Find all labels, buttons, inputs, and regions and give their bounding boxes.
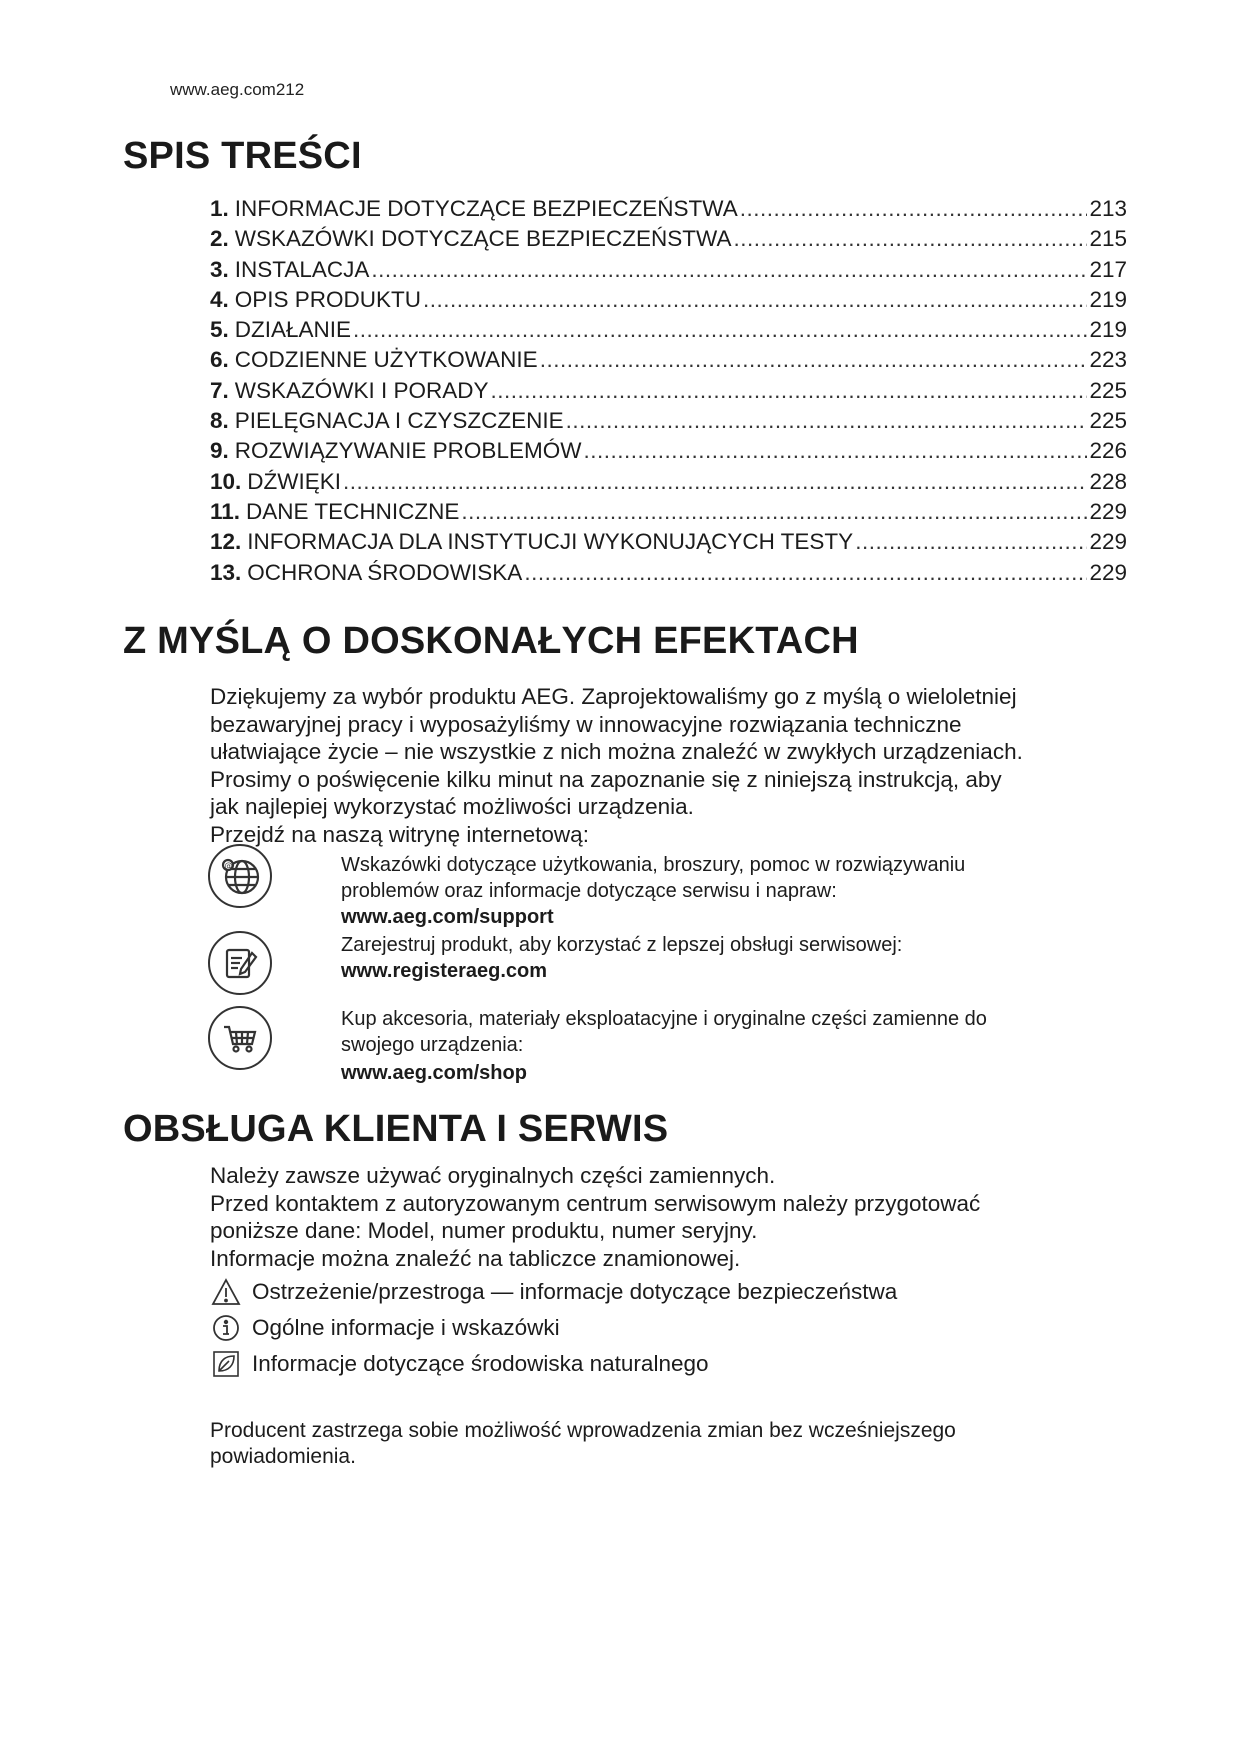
legend-item (210, 1346, 1110, 1382)
toc-entry-page: 217 (1089, 256, 1127, 282)
header-url: www.aeg.com212 (170, 80, 305, 99)
web-line: swojego urządzenia: (341, 1034, 524, 1056)
toc-entry[interactable] (210, 438, 1127, 468)
toc-entry-number: 6. (210, 347, 229, 373)
register-link[interactable]: www.registeraeg.com (341, 960, 547, 982)
toc-entry-title: INFORMACJE DOTYCZĄCE BEZPIECZEŃSTWA (234, 196, 738, 221)
toc-entry-page: 219 (1089, 317, 1127, 343)
toc-leader-dots (524, 560, 1087, 586)
intro-line: jak najlepiej wykorzystać możliwości urządzenia. (210, 794, 694, 819)
toc-entry[interactable] (210, 317, 1127, 347)
toc-entry[interactable] (210, 560, 1127, 590)
register-icon (208, 931, 272, 995)
toc-entry-page: 223 (1089, 347, 1127, 373)
web-line: Wskazówki dotyczące użytkowania, broszury, pomoc w rozwiązywaniu (341, 854, 966, 876)
toc-entry-number: 5. (210, 317, 229, 343)
web-support-text (341, 852, 1101, 930)
toc-entry[interactable] (210, 378, 1127, 408)
toc-entry-number: 9. (210, 438, 229, 464)
toc-leader-dots (423, 287, 1087, 313)
toc-entry-number: 4. (210, 286, 229, 312)
toc-entry-page: 225 (1089, 408, 1127, 434)
toc-entry-title: INFORMACJA DLA INSTYTUCJI WYKONUJĄCYCH TESTY (247, 529, 854, 555)
table-of-contents (210, 196, 1127, 590)
toc-leader-dots (540, 347, 1088, 373)
toc-leader-dots (491, 378, 1088, 404)
toc-leader-dots (733, 226, 1087, 252)
legend-text: Informacje dotyczące środowiska naturalnego (252, 1351, 709, 1376)
toc-entry-title: OPIS PRODUKTU (234, 286, 422, 312)
toc-entry-title: WSKAZÓWKI I PORADY (234, 377, 489, 403)
toc-entry-page: 225 (1089, 377, 1127, 403)
toc-entry-title: DANE TECHNICZNE (246, 498, 460, 524)
toc-entry[interactable] (210, 226, 1127, 256)
toc-entry-number: 7. (210, 377, 229, 403)
toc-entry[interactable] (210, 408, 1127, 438)
warning-icon (210, 1277, 242, 1307)
toc-leader-dots (583, 438, 1087, 464)
toc-entry-page: 215 (1089, 226, 1127, 252)
service-line: poniższe dane: Model, numer produktu, numer seryjny. (210, 1218, 758, 1243)
toc-entry[interactable] (210, 529, 1127, 559)
toc-entry-number: 11. (210, 498, 241, 524)
toc-leader-dots (740, 196, 1088, 222)
support-link[interactable]: www.aeg.com/support (341, 906, 554, 928)
toc-leader-dots (371, 257, 1087, 283)
toc-entry-number: 3. (210, 256, 229, 282)
toc-entry[interactable] (210, 257, 1127, 287)
toc-entry[interactable] (210, 469, 1127, 499)
toc-entry-title: DZIAŁANIE (234, 317, 352, 343)
toc-leader-dots (855, 529, 1087, 555)
svg-text:@: @ (224, 861, 233, 870)
toc-entry-title: PIELĘGNACJA I CZYSZCZENIE (234, 408, 564, 434)
toc-entry[interactable] (210, 347, 1127, 377)
service-line: Informacje można znaleźć na tabliczce znamionowej. (210, 1245, 741, 1271)
shop-link[interactable]: www.aeg.com/shop (341, 1062, 527, 1084)
toc-entry-page: 229 (1089, 498, 1127, 524)
toc-entry-title: ROZWIĄZYWANIE PROBLEMÓW (234, 438, 582, 464)
toc-leader-dots (461, 499, 1087, 525)
globe-icon (208, 844, 272, 908)
web-shop-text (341, 1006, 1101, 1086)
toc-entry[interactable] (210, 287, 1127, 317)
service-title: OBSŁUGA KLIENTA I SERWIS (123, 1108, 669, 1150)
toc-entry-title: DŹWIĘKI (247, 468, 342, 494)
service-text (210, 1162, 1150, 1272)
disclaimer-line: Producent zastrzega sobie możliwość wprowadzenia zmian bez wcześniejszego (210, 1419, 956, 1442)
web-line: Kup akcesoria, materiały eksploatacyjne i oryginalne części zamienne do (341, 1008, 987, 1030)
toc-entry[interactable] (210, 499, 1127, 529)
toc-entry-title: OCHRONA ŚRODOWISKA (247, 559, 523, 585)
service-line: Przed kontaktem z autoryzowanym centrum serwisowym należy przygotować (210, 1190, 981, 1216)
intro-text (210, 683, 1150, 848)
toc-entry-page: 229 (1089, 529, 1127, 555)
legend-item (210, 1310, 1110, 1346)
web-line: Zarejestruj produkt, aby korzystać z lepszej obsługi serwisowej: (341, 934, 903, 956)
toc-leader-dots (353, 317, 1087, 343)
info-icon (210, 1313, 242, 1343)
legend-text: Ostrzeżenie/przestroga — informacje dotyczące bezpieczeństwa (252, 1279, 898, 1304)
toc-entry-title: CODZIENNE UŻYTKOWANIE (234, 347, 538, 373)
toc-leader-dots (566, 408, 1088, 434)
service-line: Należy zawsze używać oryginalnych części zamiennych. (210, 1163, 776, 1188)
environment-icon (210, 1349, 242, 1379)
disclaimer-line: powiadomienia. (210, 1444, 356, 1468)
intro-line: Przejdź na naszą witrynę internetową: (210, 821, 589, 847)
effects-title: Z MYŚLĄ O DOSKONAŁYCH EFEKTACH (123, 620, 859, 662)
toc-entry-number: 1. (210, 196, 229, 221)
intro-line: bezawaryjnej pracy i wyposażyliśmy w innowacyjne rozwiązania techniczne (210, 711, 962, 737)
toc-entry-number: 2. (210, 226, 229, 252)
toc-entry-page: 228 (1089, 468, 1127, 494)
toc-entry-title: WSKAZÓWKI DOTYCZĄCE BEZPIECZEŃSTWA (234, 226, 732, 252)
disclaimer (210, 1418, 1150, 1469)
web-line: problemów oraz informacje dotyczące serwisu i napraw: (341, 880, 837, 902)
legend-text: Ogólne informacje i wskazówki (252, 1315, 560, 1340)
toc-entry-title: INSTALACJA (234, 256, 370, 282)
toc-entry-number: 13. (210, 559, 242, 585)
symbol-legend (210, 1274, 1110, 1382)
toc-entry-page: 226 (1089, 438, 1127, 464)
intro-line: Prosimy o poświęcenie kilku minut na zapoznanie się z niniejszą instrukcją, aby (210, 766, 1002, 792)
intro-line: Dziękujemy za wybór produktu AEG. Zaprojektowaliśmy go z myślą o wieloletniej (210, 684, 1017, 709)
toc-entry-page: 219 (1089, 286, 1127, 312)
cart-icon (208, 1006, 272, 1070)
toc-entry-page: 229 (1089, 559, 1127, 585)
toc-entry-number: 8. (210, 408, 229, 434)
web-register-text (341, 932, 1101, 984)
toc-entry-number: 12. (210, 529, 242, 555)
toc-entry[interactable] (210, 196, 1127, 226)
toc-entry-number: 10. (210, 468, 242, 494)
toc-entry-page: 213 (1089, 196, 1127, 221)
legend-item (210, 1274, 1110, 1310)
toc-leader-dots (343, 469, 1087, 495)
intro-line: ułatwiające życie – nie wszystkie z nich można znaleźć w zwykłych urządzeniach. (210, 739, 1023, 764)
toc-title: SPIS TREŚCI (123, 135, 362, 177)
